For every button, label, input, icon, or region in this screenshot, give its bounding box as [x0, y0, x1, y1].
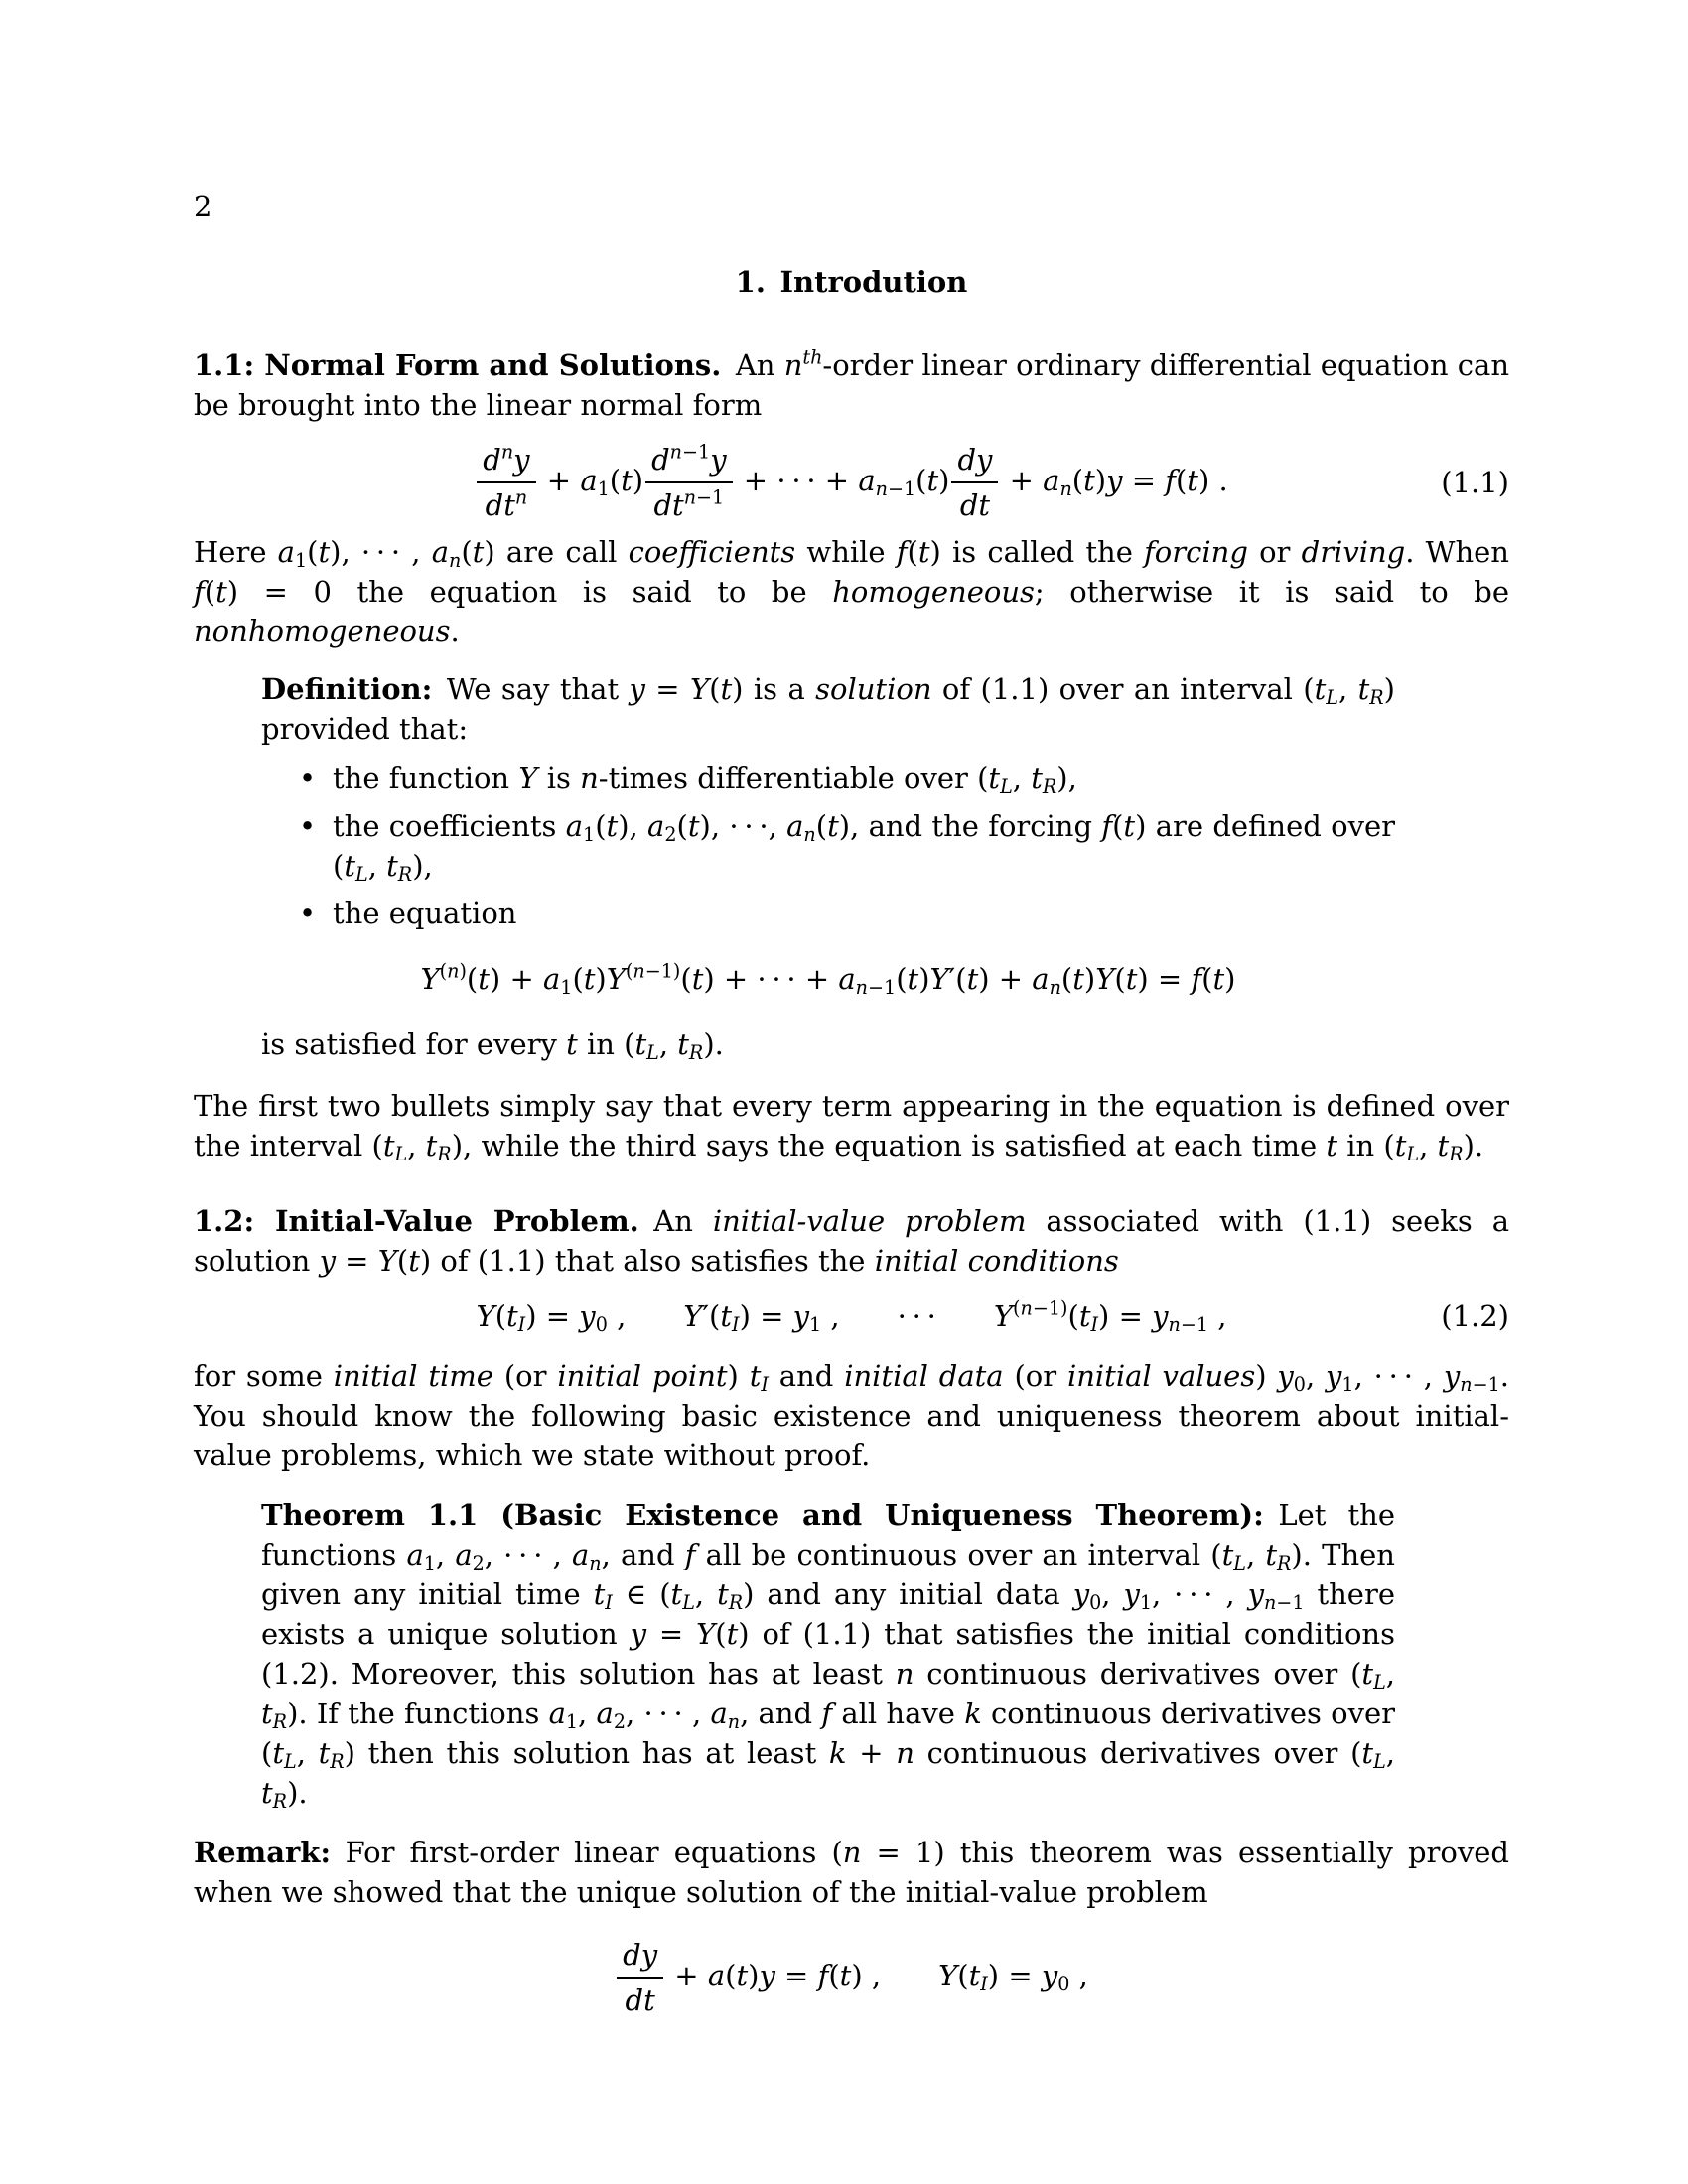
equation-1-2-tag: (1.2) — [1441, 1299, 1509, 1333]
bullet-text: the equation — [333, 896, 517, 930]
equation-1-1 — [194, 440, 1509, 522]
equation-1-1-body: $\frac{d^ny}{dt^n}$ + $a_1(t)$ $\frac{d^{n-1}y}{dt^{n-1}}$ + · · · + $a_{n-1}(t)$ $\frac{dy}{dt}$ + $a_n(t)y = f(t)$ . — [475, 443, 1227, 522]
bullets-closing-paragraph: The first two bullets simply say that every term appearing in the equation is defined over the interval ($t_L$, $t_R$), while the third says the equation is satisfied at each time t in ($t_L$, $t_R$). — [194, 1089, 1509, 1165]
bullet-text: the coefficients $a_1(t)$, $a_2(t)$, · · ·, $a_n(t)$, and the forcing f(t) are defined over ($t_L$, $t_R$), — [333, 809, 1395, 886]
document-page — [194, 0, 1509, 2017]
bullet-icon: • — [299, 761, 317, 795]
bullet-item — [291, 758, 1395, 798]
bullet-item — [291, 893, 1395, 933]
page-number: 2 — [194, 190, 212, 223]
final-equation — [194, 1938, 1509, 2017]
definition-block — [261, 669, 1395, 1064]
final-equation-body: $\frac{dy}{dt}$ + a(t)y = f(t) , $Y(t_I) = y_0$ , — [615, 1938, 1088, 2017]
theorem-block — [261, 1495, 1395, 1813]
bullet-icon: • — [299, 809, 317, 843]
equation-1-1-tag: (1.1) — [1441, 466, 1509, 499]
section-1-2-opening: 1.2: Initial-Value Problem. An initial-value problem associated with (1.1) seeks a solution y = Y(t) of (1.1) that also satisfies the initial conditions — [194, 1204, 1509, 1278]
page-title: 1. Introdution — [735, 265, 968, 299]
section-1-1-opening: 1.1: Normal Form and Solutions. An $n^{th}$-order linear ordinary differential equation can be brought into the linear normal form — [194, 345, 1509, 422]
after-equation-1-2-paragraph: for some initial time (or initial point) $t_I$ and initial data (or initial values) $y_0$, $y_1$, · · · , $y_{n-1}$. You should know the following basic existence and uniqueness theorem about initial-value problems, which we state without proof. — [194, 1359, 1509, 1472]
definition-lead: Definition: We say that y = Y(t) is a solution of (1.1) over an interval ($t_L$, $t_R$) provided that: — [261, 672, 1395, 746]
bullet-icon: • — [299, 896, 317, 930]
theorem-text: Theorem 1.1 (Basic Existence and Uniqueness Theorem): Let the functions $a_1$, $a_2$, · · · , $a_n$, and f all be continuous over an interval ($t_L$, $t_R$). Then given any initial time $t_I$ ∈ ($t_L$, $t_R$) and any initial data $y_0$, $y_1$, · · · , $y_{n-1}$ there exists a unique solution y = Y(t) of (1.1) that satisfies the initial conditions (1.2). Moreover, this solution has at least n continuous derivatives over ($t_L$, $t_R$). If the functions $a_1$, $a_2$, · · · , $a_n$, and f all have k continuous derivatives over ($t_L$, $t_R$) then this solution has at least k + n continuous derivatives over ($t_L$, $t_R$). — [261, 1498, 1395, 1813]
definition-bullet-list — [291, 758, 1395, 933]
equation-1-2 — [194, 1297, 1509, 1336]
definition-equation — [261, 959, 1395, 999]
definition-tail: is satisfied for every t in ($t_L$, $t_R$). — [261, 1027, 724, 1064]
bullet-item — [291, 806, 1395, 886]
bullet-text: the function Y is n-times differentiable over ($t_L$, $t_R$), — [333, 761, 1077, 798]
remark-paragraph: Remark: For first-order linear equations (n = 1) this theorem was essentially proved when we showed that the unique solution of the initial-value problem — [194, 1836, 1509, 1909]
equation-1-2-body: $Y(t_I) = y_0$ , $Y'(t_I) = y_1$ , · · · $Y^{(n-1)}(t_I) = y_{n-1}$ , — [476, 1297, 1227, 1336]
coefficients-note: Here $a_1(t)$, · · · , $a_n(t)$ are call coefficients while f(t) is called the forcing or driving. When f(t) = 0 the equation is said to be homogeneous; otherwise it is said to be nonhomogeneous. — [194, 535, 1509, 648]
definition-equation-body: $Y^{(n)}(t) + a_1(t)Y^{(n-1)}(t)$ + · · · + $a_{n-1}(t)Y'(t) + a_n(t)Y(t) = f(t)$ — [420, 959, 1236, 999]
